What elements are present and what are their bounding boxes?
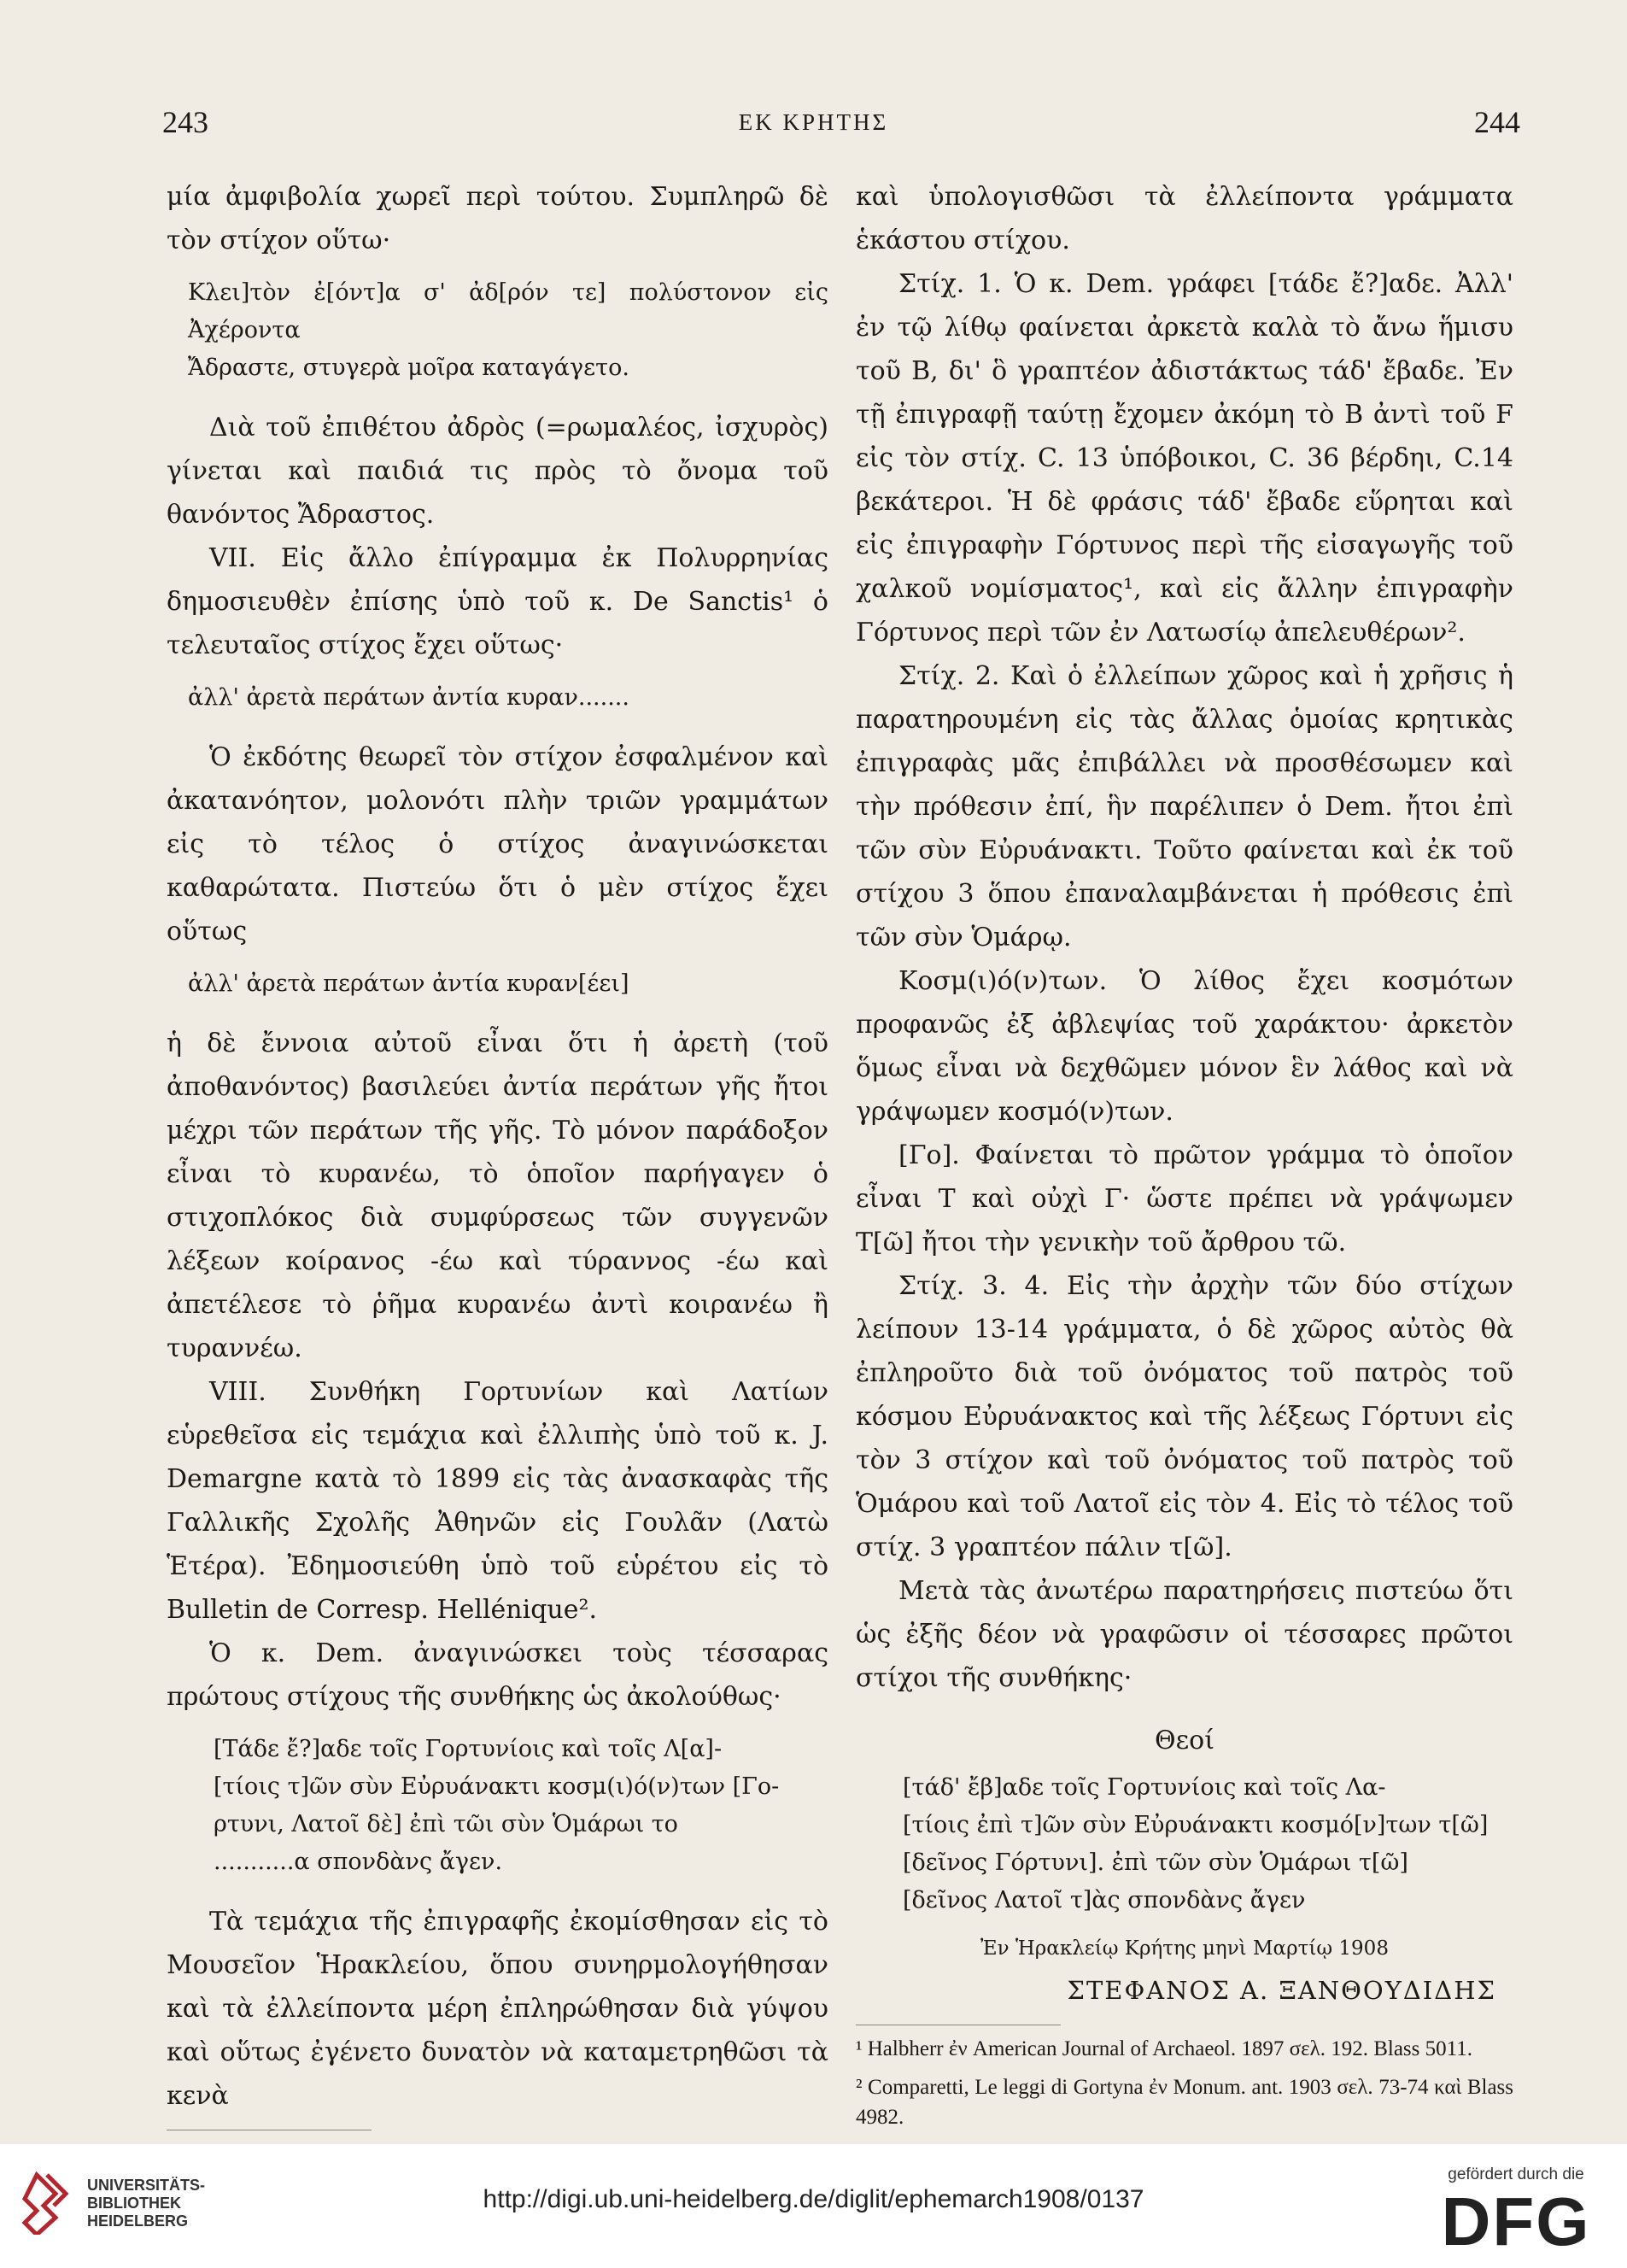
verse-line: [δεῖνος Λατοῖ τ]ὰς σπονδὰνς ἄγεν: [903, 1887, 1306, 1913]
quoted-verse: [167, 1731, 828, 1881]
paragraph: Ὁ ἐκδότης θεωρεῖ τὸν στίχον ἐσφαλμένον καὶ ἀκατανόητον, μολονότι πλὴν τριῶν γραμμάτων εἰς τὸ τέλος ὁ στίχος ἀναγινώσκεται καθαρώτατα. Πιστεύω ὅτι ὁ μὲν στίχος ἔχει οὕτως: [167, 742, 828, 946]
quoted-verse: [167, 965, 828, 1003]
running-title: ΕΚ ΚΡΗΤΗΣ: [738, 109, 889, 135]
quoted-verse: [167, 274, 828, 387]
library-name-line: UNIVERSITÄTS-: [87, 2177, 206, 2194]
right-column: [856, 175, 1513, 2132]
library-name-line: BIBLIOTHEK: [87, 2195, 181, 2212]
paragraph: VII. Εἰς ἄλλο ἐπίγραμμα ἐκ Πολυρρηνίας δημοσιευθὲν ἐπίσης ὑπὸ τοῦ κ. De Sanctis¹ ὁ τελευταῖος στίχος ἔχει οὕτως·: [167, 543, 828, 660]
dfg-logo: DFG: [1441, 2183, 1591, 2259]
verse-line: [Τάδε ἔ?]αδε τοῖς Γορτυνίοις καὶ τοῖς Λ[α]-: [214, 1736, 723, 1762]
paragraph: μία ἀμφιβολία χωρεῖ περὶ τούτου. Συμπληρῶ δὲ τὸν στίχον οὕτω·: [167, 182, 828, 255]
footnote: ² Comparetti, Le leggi di Gortyna ἐν Monum. ant. 1903 σελ. 73-74 καὶ Blass 4982.: [856, 2076, 1513, 2129]
paragraph: Στίχ. 2. Καὶ ὁ ἐλλείπων χῶρος καὶ ἡ χρῆσις ἡ παρατηρουμένη εἰς τὰς ἄλλας ὁμοίας κρητικὰς ἐπιγραφὰς μᾶς ἐπιβάλλει νὰ προσθέσωμεν καὶ τὴν πρόθεσιν ἐπί, ἣν παρέλιπεν ὁ Dem. ἤτοι ἐπὶ τῶν σὺν Εὐρυάνακτι. Τοῦτο φαίνεται καὶ ἐκ τοῦ στίχου 3 ὅπου ἐπαναλαμβάνεται ἡ πρόθεσις ἐπὶ τῶν σὺν Ὁμάρῳ.: [856, 661, 1513, 952]
left-column: [167, 175, 828, 2207]
permalink-url[interactable]: http://digi.ub.uni-heidelberg.de/diglit/ephemarch1908/0137: [483, 2185, 1144, 2213]
paragraph: ἡ δὲ ἔννοια αὐτοῦ εἶναι ὅτι ἡ ἀρετὴ (τοῦ ἀποθανόντος) βασιλεύει ἀντία περάτων γῆς ἤτοι μέχρι τῶν περάτων τῆς γῆς. Τὸ μόνον παράδοξον εἶναι τὸ κυρανέω, τὸ ὁποῖον παρήγαγεν ὁ στιχοπλόκος διὰ συμφύρσεως τῶν συγγενῶν λέξεων κοίρανος -έω καὶ τύραννος -έω καὶ ἀπετέλεσε τὸ ῥῆμα κυρανέω ἀντὶ κοιρανέω ἢ τυραννέω.: [167, 1029, 828, 1363]
verse-line: [τίοις τ]ῶν σὺν Εὐρυάνακτι κοσμ(ι)ό(ν)των [Γο-: [214, 1773, 780, 1800]
verse-line: Κλει]τὸν ἐ[όντ]α σ' ἀδ[ρόν τε] πολύστονον εἰς Ἀχέροντα: [188, 279, 828, 343]
inscription-text: [856, 1769, 1513, 1919]
verse-line: ἀλλ' ἀρετὰ περάτων ἀντία κυραν[έει]: [188, 970, 629, 997]
library-name-line: HEIDELBERG: [87, 2212, 189, 2230]
paragraph: Τὰ τεμάχια τῆς ἐπιγραφῆς ἐκομίσθησαν εἰς τὸ Μουσεῖον Ἡρακλείου, ὅπου συνηρμολογήθησαν καὶ τὰ ἐλλείποντα μέρη ἐπληρώθησαν διὰ γύψου καὶ οὕτως ἐγένετο δυνατὸν νὰ καταμετρηθῶσι τὰ κενὰ: [167, 1907, 828, 2111]
verse-line: Ἄδραστε, στυγερὰ μοῖρα καταγάγετο.: [188, 355, 629, 381]
quoted-verse: [167, 679, 828, 717]
paragraph: [Γο]. Φαίνεται τὸ πρῶτον γράμμα τὸ ὁποῖον εἶναι T καὶ οὐχὶ Γ· ὥστε πρέπει νὰ γράψωμεν T[ῶ] ἤτοι τὴν γενικὴν τοῦ ἄρθρου τῶ.: [856, 1140, 1513, 1257]
verse-line: ἀλλ' ἀρετὰ περάτων ἀντία κυραν.......: [188, 684, 629, 711]
paragraph: Στίχ. 3. 4. Εἰς τὴν ἀρχὴν τῶν δύο στίχων λείπουν 13-14 γράμματα, ὁ δὲ χῶρος αὐτὸς θὰ ἐπληροῦτο διὰ τοῦ ὀνόματος τοῦ πατρὸς τοῦ κόσμου Εὐρυάνακτος καὶ τῆς λέξεως Γόρτυνι εἰς τὸν 3 στίχον καὶ τοῦ ὀνόματος τοῦ πατρὸς τοῦ Ὁμάρου καὶ τοῦ Λατοῖ εἰς τὸν 4. Εἰς τὸ τέλος τοῦ στίχ. 3 γραπτέον πάλιν τ[ῶ].: [856, 1271, 1513, 1562]
verse-line: [τάδ' ἔβ]αδε τοῖς Γορτυνίοις καὶ τοῖς Λα-: [903, 1774, 1386, 1801]
paragraph: Διὰ τοῦ ἐπιθέτου ἀδρὸς (=ρωμαλέος, ἰσχυρὸς) γίνεται καὶ παιδιά τις πρὸς τὸ ὄνομα τοῦ θανόντος Ἄδραστος.: [167, 413, 828, 530]
paragraph: Ὁ κ. Dem. ἀναγινώσκει τοὺς τέσσαρας πρώτους στίχους τῆς συνθήκης ὡς ἀκολούθως·: [167, 1638, 828, 1712]
verse-line: [δεῖνος Γόρτυνι]. ἐπὶ τῶν σὺν Ὁμάρωι τ[ῶ]: [903, 1849, 1408, 1876]
verse-line: ...........α σπονδὰνς ἄγεν.: [214, 1849, 503, 1875]
author-signature: ΣΤΕΦΑΝΟΣ Α. ΞΑΝΘΟΥΔΙΔΗΣ: [1067, 1976, 1496, 2005]
funding-notice: [1431, 2165, 1601, 2259]
running-head: [0, 104, 1627, 145]
paragraph: καὶ ὑπολογισθῶσι τὰ ἐλλείποντα γράμματα ἑκάστου στίχου.: [856, 182, 1513, 255]
paragraph: Κοσμ(ι)ό(ν)των. Ὁ λίθος ἔχει κοσμότων προφανῶς ἐξ ἀβλεψίας τοῦ χαράκτου· ἀρκετὸν ὅμως εἶναι νὰ δεχθῶμεν μόνον ἓν λάθος καὶ νὰ γράψωμεν κοσμό(ν)των.: [856, 966, 1513, 1127]
place-date-line: Ἐν Ἡρακλείῳ Κρήτης μηνὶ Μαρτίῳ 1908: [980, 1937, 1389, 1960]
paragraph: Μετὰ τὰς ἀνωτέρω παρατηρήσεις πιστεύω ὅτι ὡς ἐξῆς δέον νὰ γραφῶσιν οἱ τέσσαρες πρῶτοι στίχοι τῆς συνθήκης·: [856, 1576, 1513, 1693]
inscription-heading: Θεοί: [1155, 1726, 1214, 1755]
paragraph: VIII. Συνθήκη Γορτυνίων καὶ Λατίων εὑρεθεῖσα εἰς τεμάχια καὶ ἐλλιπὴς ὑπὸ τοῦ κ. J. Demargne κατὰ τὸ 1899 εἰς τὰς ἀνασκαφὰς τῆς Γαλλικῆς Σχολῆς Ἀθηνῶν εἰς Γουλᾶν (Λατὼ Ἑτέρα). Ἐδημοσιεύθη ὑπὸ τοῦ εὑρέτου εἰς τὸ Bulletin de Corresp. Hellénique².: [167, 1377, 828, 1625]
funded-by-text: gefördert durch die: [1448, 2165, 1584, 2183]
page-number-right: 244: [1474, 105, 1520, 139]
digitization-footer: [0, 2144, 1627, 2268]
verse-line: [τίοις ἐπὶ τ]ῶν σὺν Εὐρυάνακτι κοσμό[ν]των τ[ῶ]: [903, 1812, 1489, 1838]
verse-line: ρτυνι, Λατοῖ δὲ] ἐπὶ τῶι σὺν Ὁμάρωι το: [214, 1811, 678, 1837]
paragraph: Στίχ. 1. Ὁ κ. Dem. γράφει [τάδε ἔ?]αδε. Ἀλλ' ἐν τῷ λίθῳ φαίνεται ἀρκετὰ καλὰ τὸ ἄνω ἥμισυ τοῦ B, δι' ὃ γραπτέον ἀδιστάκτως τάδ' ἔβαδε. Ἐν τῇ ἐπιγραφῇ ταύτῃ ἔχομεν ἀκόμη τὸ B ἀντὶ τοῦ F εἰς τὸν στίχ. C. 13 ὑπόβοικοι, C. 36 βέρδηι, C.14 βεκάτεροι. Ἡ δὲ φράσις τάδ' ἔβαδε εὕρηται καὶ εἰς ἐπιγραφὴν Γόρτυνος περὶ τῆς εἰσαγωγῆς τοῦ χαλκοῦ νομίσματος¹, καὶ εἰς ἄλλην ἐπιγραφὴν Γόρτυνος περὶ τῶν ἐν Λατωσίῳ ἀπελευθέρων².: [856, 269, 1513, 648]
page-number-left: 243: [162, 105, 208, 139]
footnote: ¹ Halbherr ἐν American Journal of Archaeol. 1897 σελ. 192. Blass 5011.: [856, 2037, 1472, 2060]
